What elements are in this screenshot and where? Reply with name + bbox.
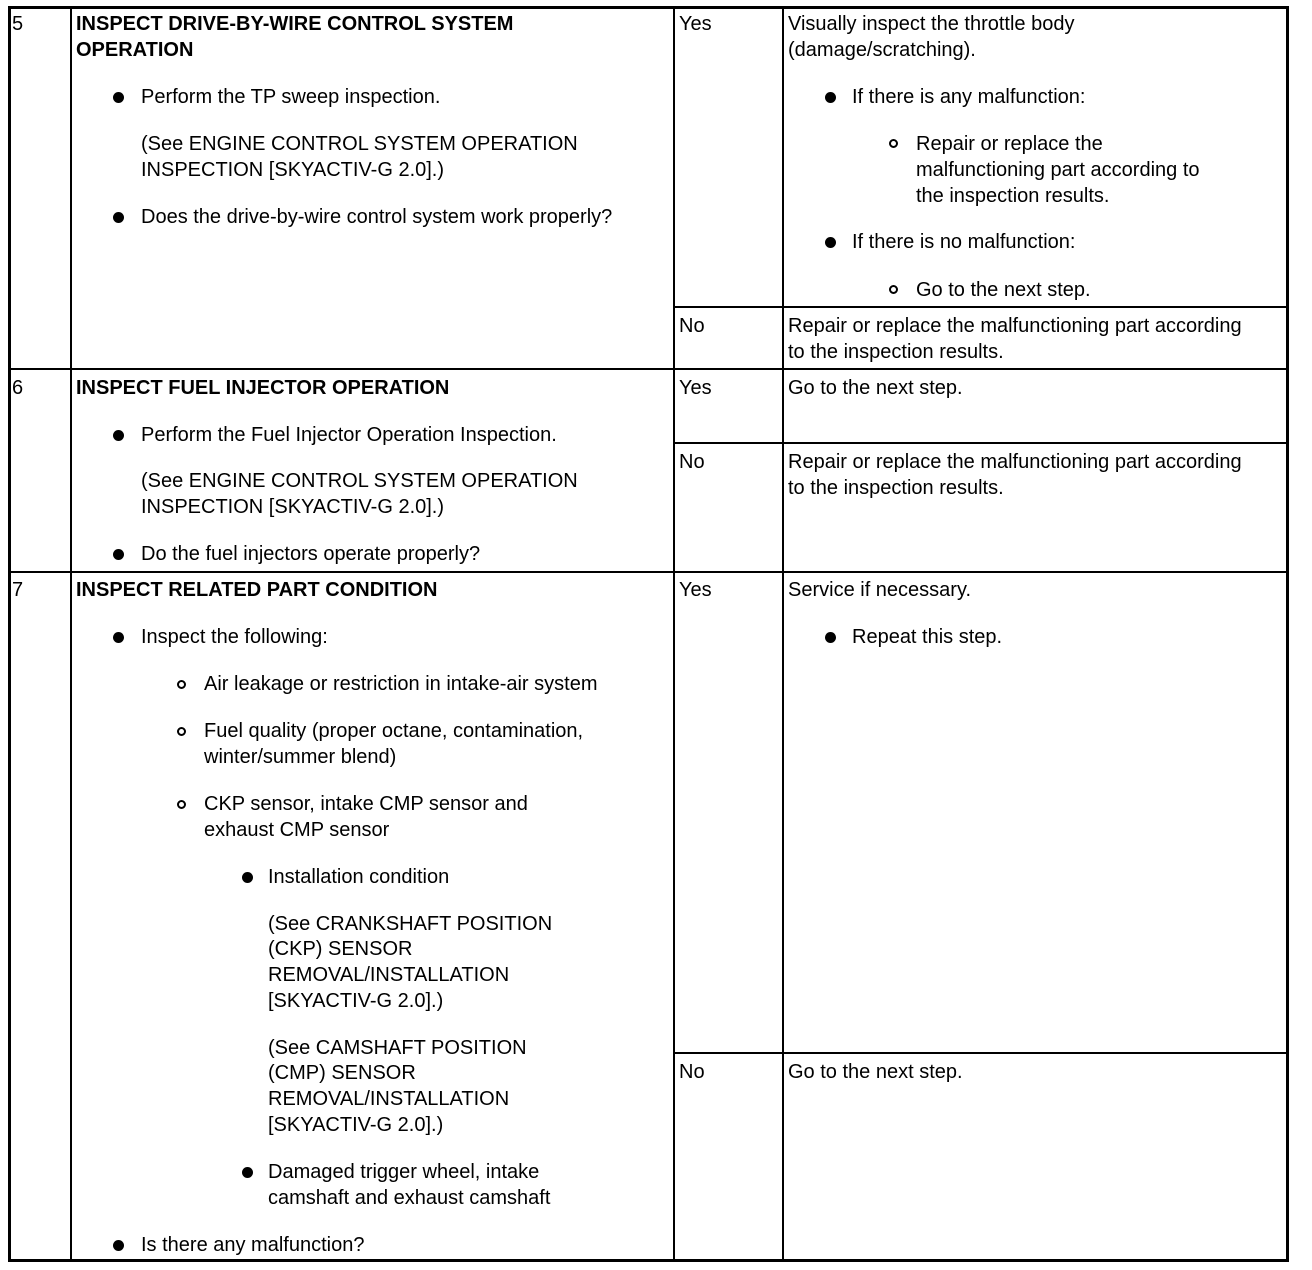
step-5-bullet-1: Perform the TP sweep inspection.	[141, 86, 441, 108]
step-7-subsub-2-line-2: camshaft and exhaust camshaft	[268, 1187, 551, 1209]
step-5-no-line-1: Repair or replace the malfunctioning part according	[788, 315, 1242, 337]
step-6-yes-label: Yes	[679, 377, 712, 399]
circle-bullet-icon	[177, 727, 186, 736]
step-6-bullet-2: Do the fuel injectors operate properly?	[141, 543, 481, 565]
step-7-no-text: Go to the next step.	[788, 1061, 963, 1083]
step-6-bullet-1: Perform the Fuel Injector Operation Inspection.	[141, 424, 557, 446]
bullet-icon	[825, 632, 836, 643]
circle-bullet-icon	[177, 800, 186, 809]
bullet-icon	[242, 872, 253, 883]
step-6-title: INSPECT FUEL INJECTOR OPERATION	[76, 377, 450, 399]
circle-bullet-icon	[889, 139, 898, 148]
step-7-sub-3-line-1: CKP sensor, intake CMP sensor and	[204, 793, 528, 815]
step-6-no-label: No	[679, 451, 705, 473]
bullet-icon	[825, 92, 836, 103]
step-7-subsub-2-line-1: Damaged trigger wheel, intake	[268, 1161, 540, 1183]
step-7-sub-2-line-2: winter/summer blend)	[204, 746, 397, 768]
step-6-no-line-2: to the inspection results.	[788, 477, 1004, 499]
step-7-sub-3-line-2: exhaust CMP sensor	[204, 819, 390, 841]
bullet-icon	[825, 237, 836, 248]
column-divider-action	[673, 6, 675, 1262]
bullet-icon	[113, 1240, 124, 1251]
step-5-title-line-2: OPERATION	[76, 39, 194, 61]
step-7-reference-2-line-4: [SKYACTIV-G 2.0].)	[268, 1114, 444, 1136]
step-5-bullet-2: Does the drive-by-wire control system work properly?	[141, 206, 613, 228]
bullet-icon	[113, 92, 124, 103]
bullet-icon	[113, 430, 124, 441]
step-6-number: 6	[12, 377, 24, 399]
step-6-reference-line-1: (See ENGINE CONTROL SYSTEM OPERATION	[141, 470, 578, 492]
step-5-no-line-2: to the inspection results.	[788, 341, 1004, 363]
step-7-reference-2-line-2: (CMP) SENSOR	[268, 1062, 416, 1084]
step-5-yes-line-2: (damage/scratching).	[788, 39, 976, 61]
step-6-reference-line-2: INSPECTION [SKYACTIV-G 2.0].)	[141, 496, 445, 518]
row-divider-step-6	[8, 368, 1289, 370]
step-6-yes-no-divider	[673, 442, 1289, 444]
bullet-icon	[113, 212, 124, 223]
step-7-reference-2-line-3: REMOVAL/INSTALLATION	[268, 1088, 510, 1110]
bullet-icon	[242, 1167, 253, 1178]
step-5-yes-bullet-1: If there is any malfunction:	[852, 86, 1086, 108]
step-5-yes-sub-1-line-1: Repair or replace the	[916, 133, 1103, 155]
circle-bullet-icon	[889, 285, 898, 294]
step-7-reference-1-line-1: (See CRANKSHAFT POSITION	[268, 913, 553, 935]
step-5-yes-label: Yes	[679, 13, 712, 35]
step-5-reference-line-2: INSPECTION [SKYACTIV-G 2.0].)	[141, 159, 445, 181]
step-7-reference-1-line-3: REMOVAL/INSTALLATION	[268, 964, 510, 986]
step-7-bullet-1: Inspect the following:	[141, 626, 328, 648]
step-5-reference-line-1: (See ENGINE CONTROL SYSTEM OPERATION	[141, 133, 578, 155]
step-7-title: INSPECT RELATED PART CONDITION	[76, 579, 438, 601]
step-7-sub-1: Air leakage or restriction in intake-air system	[204, 673, 598, 695]
step-6-yes-text: Go to the next step.	[788, 377, 963, 399]
step-7-yes-text: Service if necessary.	[788, 579, 972, 601]
step-7-yes-bullet: Repeat this step.	[852, 626, 1003, 648]
step-6-no-line-1: Repair or replace the malfunctioning part according	[788, 451, 1242, 473]
step-7-reference-1-line-4: [SKYACTIV-G 2.0].)	[268, 990, 444, 1012]
step-7-bullet-2: Is there any malfunction?	[141, 1234, 365, 1256]
step-5-yes-sub-1-line-3: the inspection results.	[916, 185, 1110, 207]
step-7-no-label: No	[679, 1061, 705, 1083]
step-5-yes-no-divider	[673, 306, 1289, 308]
column-divider-number	[70, 6, 72, 1262]
step-7-number: 7	[12, 579, 24, 601]
step-7-reference-1-line-2: (CKP) SENSOR	[268, 938, 413, 960]
column-divider-result	[782, 6, 784, 1262]
step-7-sub-2-line-1: Fuel quality (proper octane, contamination,	[204, 720, 584, 742]
bullet-icon	[113, 632, 124, 643]
row-divider-step-7	[8, 571, 1289, 573]
step-7-reference-2-line-1: (See CAMSHAFT POSITION	[268, 1037, 527, 1059]
step-5-number: 5	[12, 13, 24, 35]
step-5-yes-bullet-2: If there is no malfunction:	[852, 231, 1076, 253]
circle-bullet-icon	[177, 680, 186, 689]
step-7-yes-label: Yes	[679, 579, 712, 601]
step-5-title-line-1: INSPECT DRIVE-BY-WIRE CONTROL SYSTEM	[76, 13, 514, 35]
step-5-yes-sub-1-line-2: malfunctioning part according to	[916, 159, 1200, 181]
bullet-icon	[113, 549, 124, 560]
step-5-yes-sub-2: Go to the next step.	[916, 279, 1091, 301]
step-7-subsub-1: Installation condition	[268, 866, 450, 888]
step-7-yes-no-divider	[673, 1052, 1289, 1054]
step-5-yes-line-1: Visually inspect the throttle body	[788, 13, 1075, 35]
step-5-no-label: No	[679, 315, 705, 337]
